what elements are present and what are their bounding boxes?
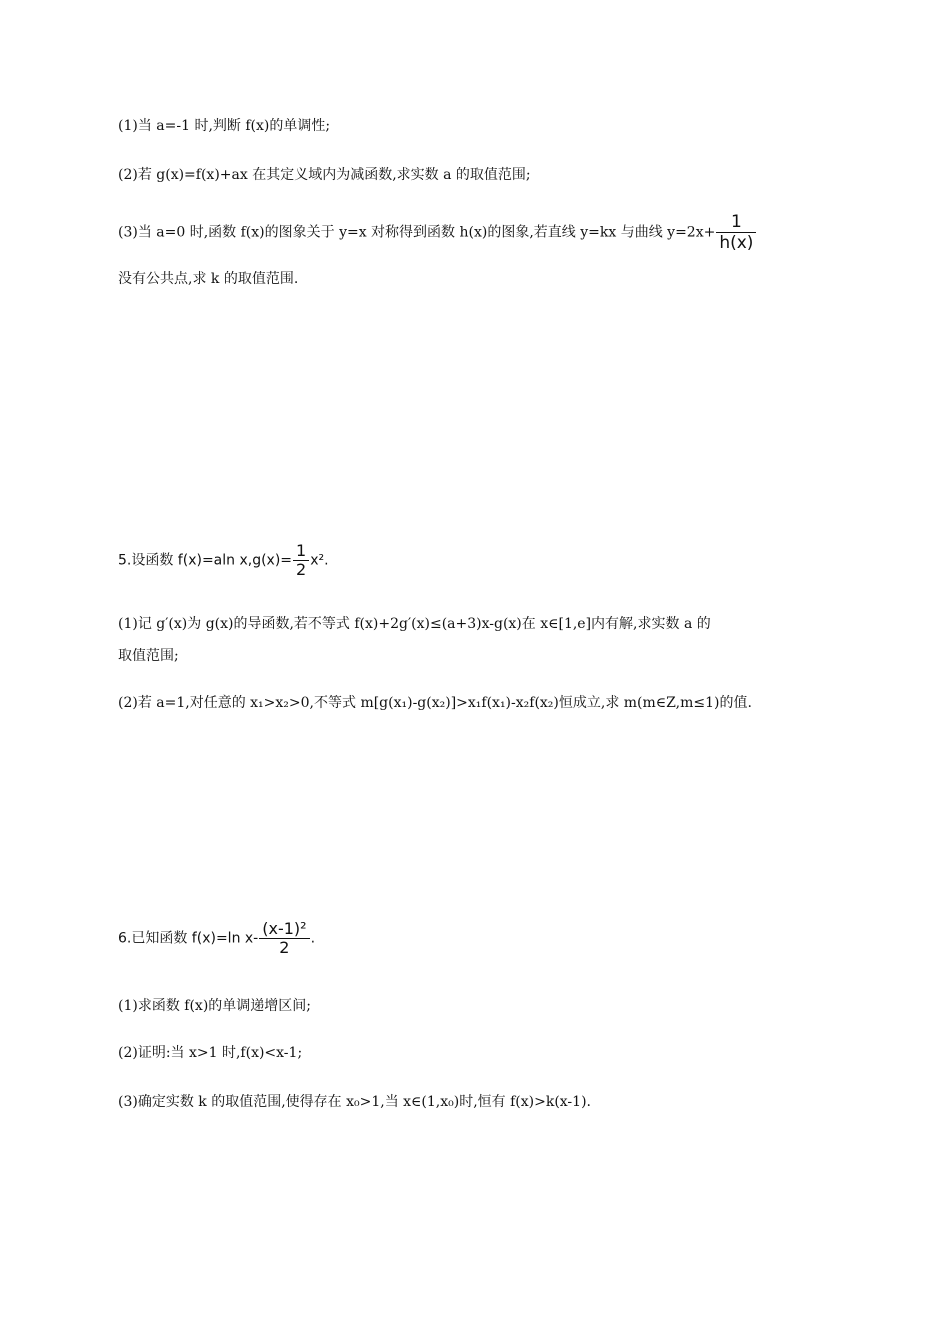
q4-part3-text: (3)当 a=0 时,函数 f(x)的图象关于 y=x 对称得到函数 h(x)的图象,若直线 y=kx 与曲线 y=2x+ (118, 224, 716, 241)
fraction-numerator: (x-1)² (259, 920, 309, 939)
q4-part3-fraction (716, 212, 756, 253)
fraction-numerator: 1 (716, 212, 756, 233)
q5-title-tail: x². (310, 552, 329, 569)
q4-part2: (2)若 g(x)=f(x)+ax 在其定义域内为减函数,求实数 a 的取值范围; (118, 167, 531, 183)
q5-title-fraction (293, 542, 309, 579)
q5-part2: (2)若 a=1,对任意的 x₁>x₂>0,不等式 m[g(x₁)-g(x₂)]>x₁f(x₁)-x₂f(x₂)恒成立,求 m(m∈Z,m≤1)的值. (118, 695, 752, 711)
q6-part3: (3)确定实数 k 的取值范围,使得存在 x₀>1,当 x∈(1,x₀)时,恒有 f(x)>k(x-1). (118, 1094, 591, 1110)
q5-part1-line2: 取值范围; (118, 648, 179, 664)
q4-part1: (1)当 a=-1 时,判断 f(x)的单调性; (118, 118, 331, 134)
q5-title (118, 542, 329, 579)
fraction-denominator: h(x) (719, 233, 754, 253)
fraction-denominator: 2 (296, 560, 307, 579)
q6-part1: (1)求函数 f(x)的单调递增区间; (118, 998, 311, 1014)
q4-part3-line1 (118, 212, 757, 253)
q6-title-tail: . (310, 930, 316, 947)
q6-part2: (2)证明:当 x>1 时,f(x)<x-1; (118, 1045, 303, 1061)
q5-title-text: 5.设函数 f(x)=aln x,g(x)= (118, 552, 293, 569)
q4-part3-line2: 没有公共点,求 k 的取值范围. (118, 271, 299, 287)
q5-part1-line1: (1)记 g′(x)为 g(x)的导函数,若不等式 f(x)+2g′(x)≤(a+3)x-g(x)在 x∈[1,e]内有解,求实数 a 的 (118, 616, 711, 632)
q6-title (118, 920, 315, 957)
fraction-denominator: 2 (279, 938, 290, 957)
q6-title-fraction (259, 920, 309, 957)
q6-title-text: 6.已知函数 f(x)=ln x- (118, 930, 259, 947)
fraction-numerator: 1 (293, 542, 309, 561)
